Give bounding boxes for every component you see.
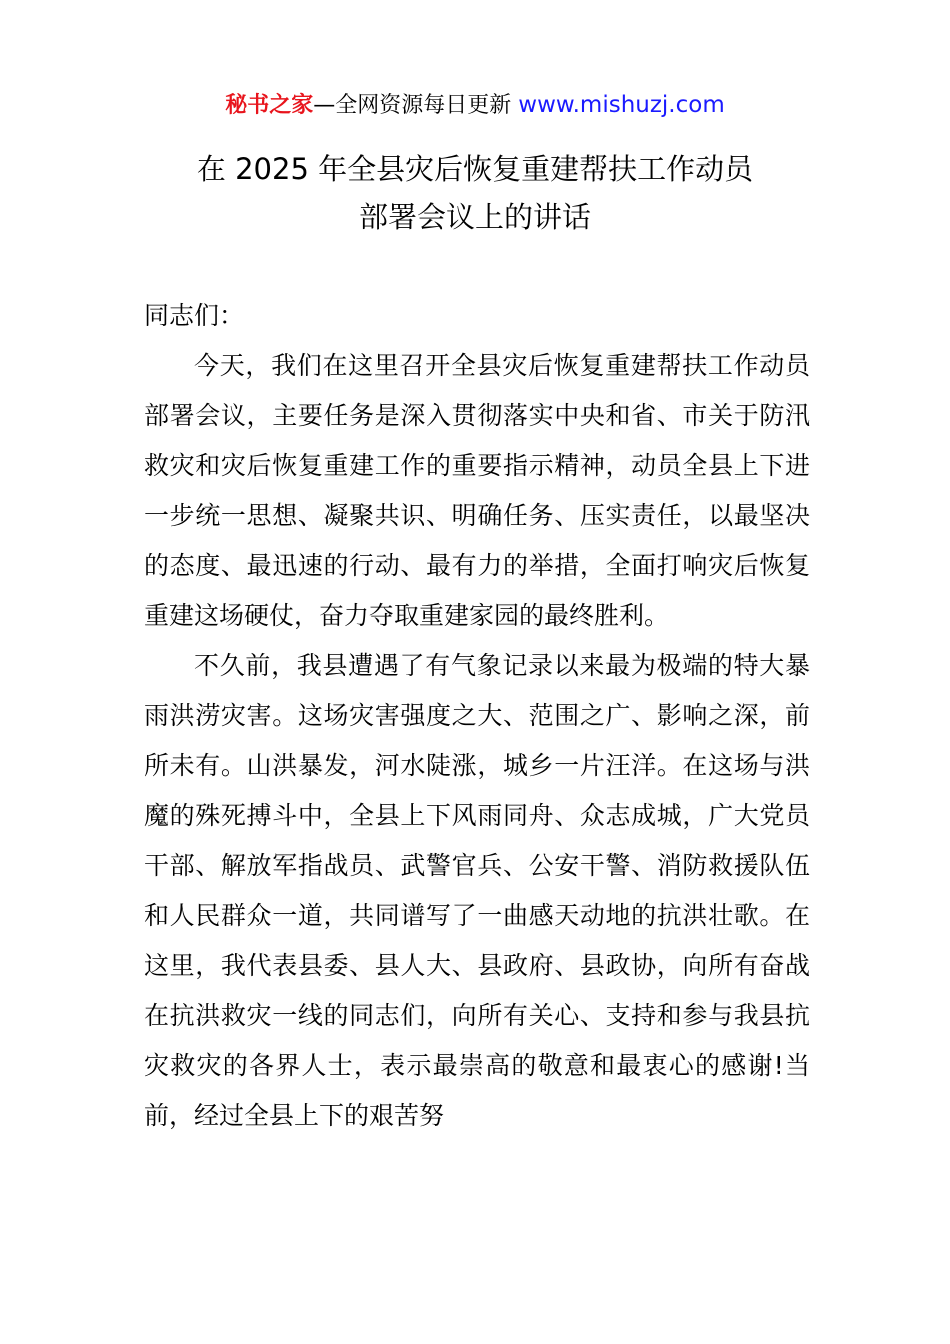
site-brand: 秘书之家 xyxy=(225,93,314,118)
title-line-2: 部署会议上的讲话 xyxy=(358,200,591,234)
site-url-link[interactable]: www.mishuzj.com xyxy=(518,92,725,118)
paragraph-2: 不久前，我县遭遇了有气象记录以来最为极端的特大暴雨洪涝灾害。这场灾害强度之大、范围之广、影响之深，前所未有。山洪暴发，河水陡涨，城乡一片汪洋。在这场与洪魔的殊死搏斗中，全县上下风雨同舟、众志成城，广大党员干部、解放军指战员、武警官兵、公安干警、消防救援队伍和人民群众一道，共同谱写了一曲感天动地的抗洪壮歌。在这里，我代表县委、县人大、县政府、县政协，向所有奋战在抗洪救灾一线的同志们，向所有关心、支持和参与我县抗灾救灾的各界人士，表示最崇高的敬意和最衷心的感谢!当前，经过全县上下的艰苦努 xyxy=(144,651,810,1130)
document-body xyxy=(144,291,810,1141)
title-line-1: 在 2025 年全县灾后恢复重建帮扶工作动员 xyxy=(196,152,754,186)
site-header xyxy=(0,88,950,123)
site-tagline: —全网资源每日更新 xyxy=(313,93,512,118)
document-title xyxy=(0,145,950,241)
paragraph-1: 今天，我们在这里召开全县灾后恢复重建帮扶工作动员部署会议，主要任务是深入贯彻落实中央和省、市关于防汛救灾和灾后恢复重建工作的重要指示精神，动员全县上下进一步统一思想、凝聚共识、明确任务、压实责任，以最坚决的态度、最迅速的行动、最有力的举措，全面打响灾后恢复重建这场硬仗，奋力夺取重建家园的最终胜利。 xyxy=(144,351,810,630)
salutation: 同志们： xyxy=(144,301,245,330)
